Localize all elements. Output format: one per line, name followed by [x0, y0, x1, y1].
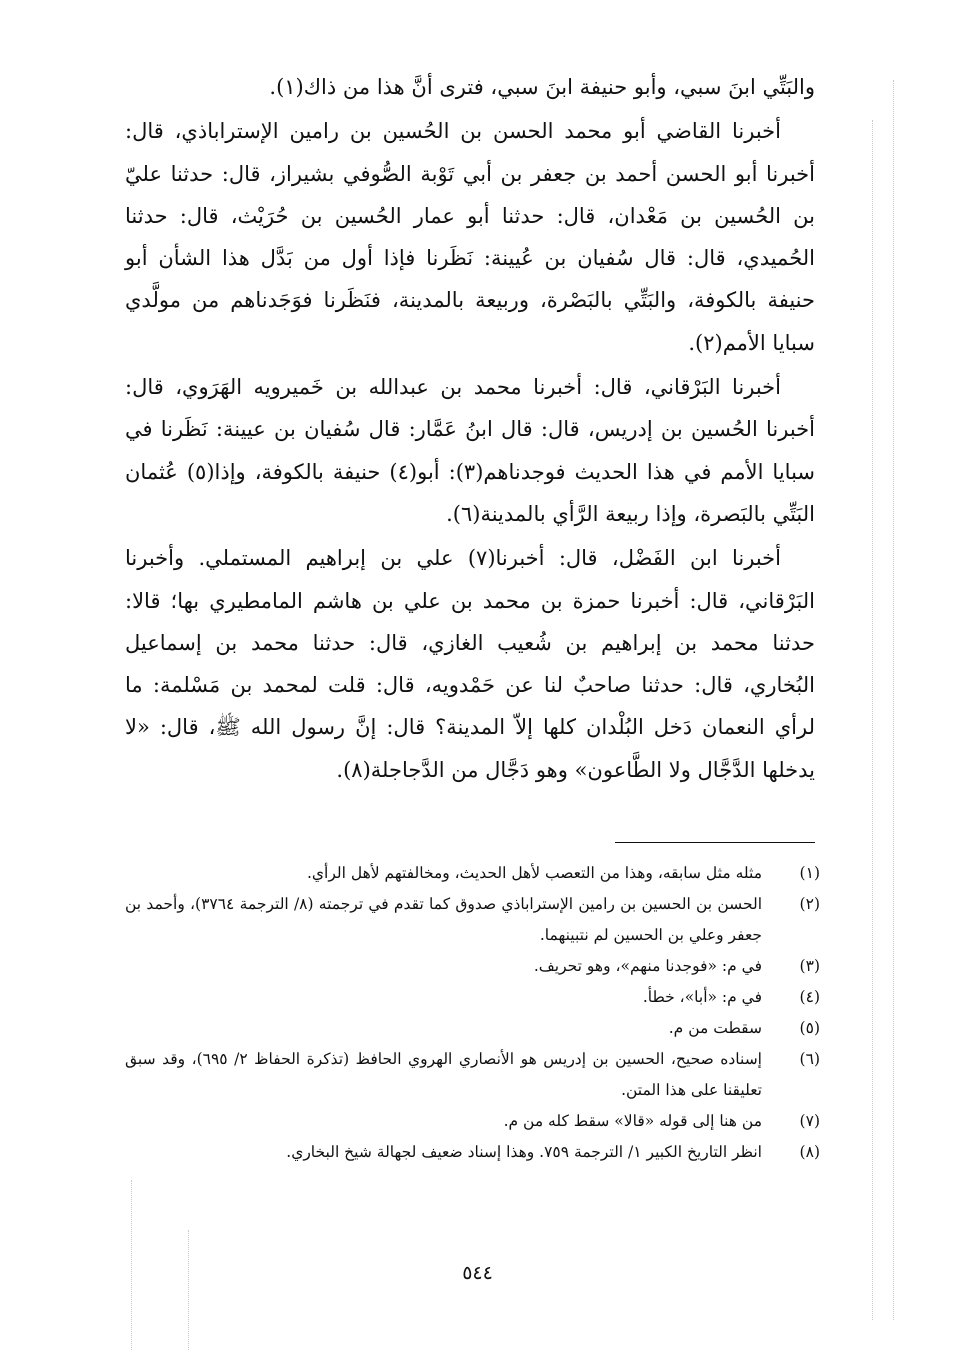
footnote-2 [125, 889, 820, 951]
footnote-text: في م: «فوجدنا منهم»، وهو تحريف. [533, 957, 762, 975]
footnote-4 [125, 982, 820, 1013]
footnote-text: الحسن بن الحسين بن رامين الإستراباذي صدوق كما تقدم في ترجمته (٨/ الترجمة ٣٧٦٤)، وأحمد بن جعفر وعلي بن الحسين لم نتبينهما. [125, 895, 762, 944]
footnote-1 [125, 858, 820, 889]
footnote-text: من هنا إلى قوله «قالا» سقط كله من م. [503, 1112, 762, 1130]
paragraph-4: أخبرنا ابن الفَضْل، قال: أخبرنا(٧) علي بن إبراهيم المستملي. وأخبرنا البَرْقاني، قال: أخبرنا حمزة بن محمد بن علي بن هاشم المامطيري بها؛ قالا: حدثنا محمد بن إبراهيم بن شُعيب الغازي، قال: حدثنا محمد بن إسماعيل البُخاري، قال: حدثنا صاحبٌ لنا عن حَمْدويه، قال: قلت لمحمد بن مَسْلمة: ما لرأي النعمان دَخل البُلْدان كلها إلاّ المدينة؟ قال: إنَّ رسول الله ﷺ، قال: «لا يدخلها الدَّجَّال ولا الطَّاعون» وهو دَجَّال من الدَّجاجلة(٨). [125, 546, 815, 782]
footnote-text: مثله مثل سابقه، وهذا من التعصب لأهل الحديث، ومخالفتهم لأهل الرأي. [306, 864, 762, 882]
footnote-number: (٢) [799, 895, 820, 913]
footnote-6 [125, 1044, 820, 1106]
footnote-number: (٤) [799, 988, 820, 1006]
footnote-number: (٨) [799, 1143, 820, 1161]
scan-edge-line [188, 1230, 189, 1350]
paragraph-1: والبَتِّي ابنَ سبي، وأبو حنيفة ابنَ سبي، فترى أنَّ هذا من ذاك(١). [269, 75, 815, 99]
main-text [125, 66, 815, 793]
footnote-number: (٣) [799, 957, 820, 975]
paragraph-3: أخبرنا البَرْقاني، قال: أخبرنا محمد بن عبدالله بن خَميرويه الهَرَوي، قال: أخبرنا الحُسين بن إدريس، قال: قال ابنُ عَمَّار: قال سُفيان بن عيينة: نَظَرنا في سبايا الأمم في هذا الحديث فوجدناهم(٣): أبو(٤) حنيفة بالكوفة، وإذا(٥) عُثمان البَتِّي بالبَصرة، وإذا ربيعة الرَّأي بالمدينة(٦). [125, 375, 816, 526]
scan-edge-line [872, 120, 873, 1320]
footnote-7 [125, 1106, 820, 1137]
footnote-number: (٧) [799, 1112, 820, 1130]
footnote-text: انظر التاريخ الكبير ١/ الترجمة ٧٥٩. وهذا إسناد ضعيف لجهالة شيخ البخاري. [286, 1143, 762, 1161]
footnote-separator [615, 842, 815, 843]
paragraph-2: أخبرنا القاضي أبو محمد الحسن بن الحُسين بن رامين الإستراباذي، قال: أخبرنا أبو الحسن أحمد بن جعفر بن أبي تَوْبة الصُّوفي بشيراز، قال: حدثنا عليّ بن الحُسين بن مَعْدان، قال: حدثنا أبو عمار الحُسين بن حُرَيْث، قال: حدثنا الحُميدي، قال: قال سُفيان بن عُيينة: نَظَرنا فإذا أول من بَدَّل هذا الشأن أبو حنيفة بالكوفة، والبَتِّي بالبَصْرة، وربيعة بالمدينة، فنَظَرنا فوَجَدناهم من مولَّدي سبايا الأمم(٢). [125, 119, 815, 355]
footnote-3 [125, 951, 820, 982]
footnote-number: (٥) [799, 1019, 820, 1037]
footnote-number: (٦) [799, 1050, 820, 1068]
footnotes [125, 858, 820, 1168]
page-number: ٥٤٤ [462, 1262, 493, 1284]
footnote-text: إسناده صحيح، الحسين بن إدريس هو الأنصاري الهروي الحافظ (تذكرة الحفاظ ٢/ ٦٩٥)، وقد سبق تعليقنا على هذا المتن. [125, 1050, 762, 1099]
scan-edge-line [893, 80, 894, 1320]
footnote-5 [125, 1013, 820, 1044]
footnote-text: سقطت من م. [668, 1019, 762, 1037]
footnote-text: في م: «أبا»، خطأ. [642, 988, 762, 1006]
footnote-number: (١) [799, 864, 820, 882]
footnote-8 [125, 1137, 820, 1168]
